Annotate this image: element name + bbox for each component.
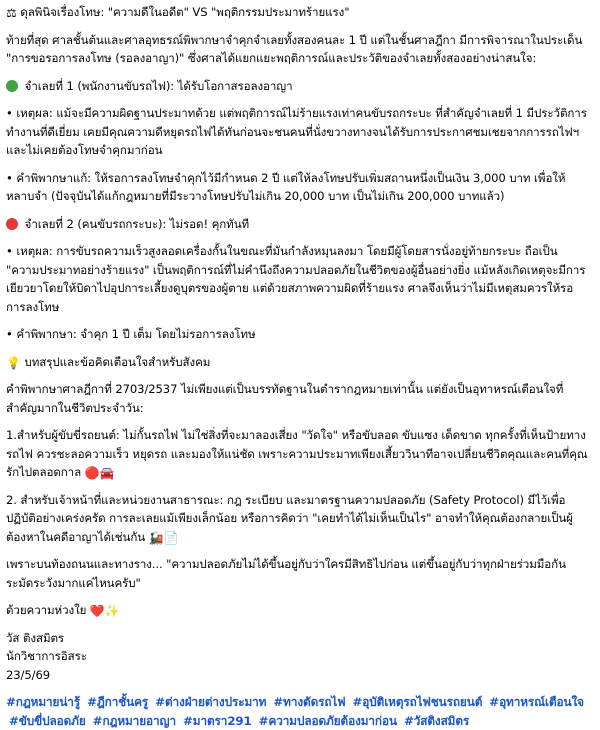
hashtag-link[interactable]: #ทางตัดรถไฟ [273,695,346,709]
heart-sparkles-icons: ❤️✨ [89,604,120,618]
hashtag-link[interactable]: #ขับขี่ปลอดภัย [9,713,86,728]
post-title [6,3,590,22]
point-1-text: 1.สำหรับผู้ขับขี่รถยนต์: ไม่กั้นรถไฟ ไม่ใช่สิ่งที่จะมาลองเสี่ยง "วัดใจ" หรือขับลอด ขับแซง เด็ดขาด ทุกครั้งที่เห็นป้ายทางรถไฟ ควรชะลอความเร็ว หยุดรถ และมองให้แน่ชัด เพราะความประมาทเพียงเสี้ยววินาทีอาจเปลี่ยนชีวิตคุณและคนที่คุณรักไปตลอดกาล [6,428,588,479]
red-circle-icon [6,218,18,230]
hashtag-link[interactable]: #ฎีกาชั้นครู [87,695,149,709]
defendant-1-heading [6,77,590,96]
summary-heading [6,353,590,372]
summary-heading-text: บทสรุปและข้อคิดเตือนใจสำหรับสังคม [24,354,211,369]
intro-paragraph: ท้ายที่สุด ศาลชั้นต้นและศาลอุทธรณ์พิพากษาจำคุกจำเลยทั้งสองคนละ 1 ปี แต่ในชั้นศาลฎีกา มีการพิจารณาในประเด็น "การขอรอการลงโทษ (รอลงอาญา)" ซึ่งศาลได้แยกแยะพฤติการณ์และประวัติของจำเลยทั้งสองอย่างน่าสนใจ: [6,32,583,65]
defendant-2-heading-text: จำเลยที่ 2 (คนขับรถกระบะ): ไม่รอด! คุกทันที [24,216,250,231]
hashtag-link[interactable]: #กฎหมายน่ารู้ [6,695,81,709]
defendant-2-reason: • เหตุผล: การขับรถความเร็วสูงลอดเครื่องกั้นในขณะที่มันกำลังหมุนลงมา โดยมีผู้โดยสารนั่งอยู่ท้ายกระบะ ถือเป็น "ความประมาทอย่างร้ายแรง" เป็นพฤติการณ์ที่ไม่คำนึงถึงความปลอดภัยในชีวิตของผู้อื่นอย่างยิ่ง แม้หลังเกิดเหตุจะมีการเยียวยาโดยให้บิดาไปอุปการะเลี้ยงดูบุตรของผู้ตาย แต่ด้วยสภาพความผิดที่ร้ายแรง ศาลจึงเห็นว่าไม่มีเหตุสมควรให้รอการลงโทษ [6,244,586,314]
hashtag-list [6,693,590,730]
red-circle-car-icons: 🔴🚘 [84,466,115,480]
hashtag-link[interactable]: #อุบัติเหตุรถไฟชนรถยนต์ [352,695,483,709]
defendant-1-reason: • เหตุผล: แม้จะมีความผิดฐานประมาทด้วย แต่พฤติการณ์ไม่ร้ายแรงเท่าคนขับรถกระบะ ที่สำคัญจำเลยที่ 1 มีประวัติการทำงานที่ดีเยี่ยม เคยมีคุณความดีหยุดรถไฟได้ทันก่อนจะชนคนที่นั่งขวางทางจนได้รับการประกาศชมเชยจากการรถไฟฯ และไม่เคยต้องโทษจำคุกมาก่อน [6,106,587,157]
defendant-1-heading-text: จำเลยที่ 1 (พนักงานขับรถไฟ): ได้รับโอกาสรอลงอาญา [24,78,293,93]
hashtag-link[interactable]: #ต่างฝ่ายต่างประมาท [155,695,267,709]
hashtag-link[interactable]: #กฎหมายอาญา [92,713,176,728]
hashtag-link[interactable]: #อุทาหรณ์เตือนใจ [489,695,584,709]
defendant-2-verdict: • คำพิพากษา: จำคุก 1 ปี เต็ม โดยไม่รอการลงโทษ [6,327,256,341]
hashtag-link[interactable]: #ความปลอดภัยต้องมาก่อน [258,713,397,728]
closing-paragraph: เพราะบนท้องถนนและทางราง... "ความปลอดภัยไม่ได้ขึ้นอยู่กับว่าใครมีสิทธิไปก่อน แต่ขึ้นอยู่กับว่าทุกฝ่ายร่วมมือกันระมัดระวังมากแค่ไหนครับ" [6,557,566,590]
point-2 [6,491,590,547]
green-circle-icon [6,80,18,92]
author-title: นักวิชาการอิสระ [6,649,87,663]
lightbulb-icon: 💡 [6,355,21,370]
summary-intro: คำพิพากษาศาลฎีกาที่ 2703/2537 ไม่เพียงแต่เป็นบรรทัดฐานในตำรากฎหมายเท่านั้น แต่ยังเป็นอุทาหรณ์เตือนใจที่สำคัญมากในชีวิตประจำวัน: [6,382,564,415]
signoff-text: ด้วยความห่วงใย [6,603,87,617]
author-name: วัส ติงสมิตร [6,630,65,645]
point-1 [6,426,590,482]
post-date: 23/5/69 [6,667,50,682]
defendant-2-heading [6,215,590,234]
hashtag-link[interactable]: #มาตรา291 [183,713,252,728]
hashtag-link[interactable]: #วัสติงสมิตร [403,713,470,728]
point-2-text: 2. สำหรับเจ้าหน้าที่และหน่วยงานสาธารณะ: กฎ ระเบียบ และมาตรฐานความปลอดภัย (Safety Protocol) มีไว้เพื่อปฏิบัติอย่างเคร่งครัด การละเลยแม้เพียงเล็กน้อย หรือการคิดว่า "เคยทำได้ไม่เห็นเป็นไร" อาจทำให้คุณต้องกลายเป็นผู้ต้องหาในคดีอาญาได้เช่นกัน [6,492,573,544]
post-title-text: ดุลพินิจเรื่องโทษ: "ความดีในอดีต" VS "พฤติกรรมประมาทร้ายแรง" [20,5,350,19]
gavel-icon: ⚖ [6,6,17,20]
train-document-icons: 🚂📄 [148,530,179,545]
signoff [6,601,590,620]
defendant-1-verdict: • คำพิพากษาแก้: ให้รอการลงโทษจำคุกไว้มีกำหนด 2 ปี แต่ให้ลงโทษปรับเพิ่มสถานหนึ่งเป็นเงิน 3,000 บาท เพื่อให้หลาบจำ (ปัจจุบันได้แก้กฎหมายที่มีระวางโทษปรับไม่เกิน 20,000 บาท เป็นไม่เกิน 200,000 บาทแล้ว) [6,170,566,203]
